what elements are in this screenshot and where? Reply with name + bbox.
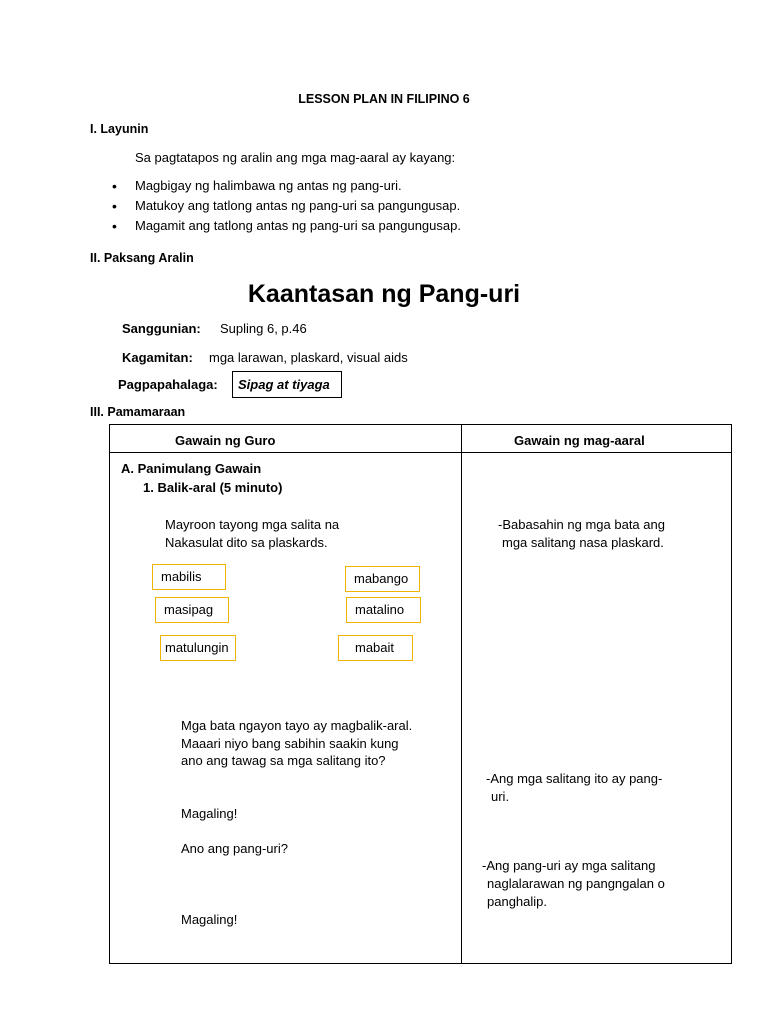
step-1-heading: 1. Balik-aral (5 minuto) bbox=[143, 480, 283, 495]
teacher-text: Magaling! bbox=[181, 912, 238, 927]
kagamitan-value: mga larawan, plaskard, visual aids bbox=[209, 350, 408, 365]
flashcard: mabango bbox=[345, 566, 420, 592]
section-heading-layunin: I. Layunin bbox=[90, 122, 149, 136]
table-header-divider bbox=[109, 452, 732, 453]
kagamitan-label: Kagamitan: bbox=[122, 350, 193, 365]
teacher-text: Nakasulat dito sa plaskards. bbox=[165, 535, 328, 550]
student-text: -Ang mga salitang ito ay pang- bbox=[486, 771, 663, 786]
student-text: uri. bbox=[491, 789, 510, 804]
table-column-divider bbox=[461, 424, 462, 964]
document-title: LESSON PLAN IN FILIPINO 6 bbox=[298, 92, 470, 106]
part-a-heading: A. Panimulang Gawain bbox=[121, 461, 262, 476]
lesson-topic: Kaantasan ng Pang-uri bbox=[247, 280, 521, 308]
flashcard: mabait bbox=[338, 635, 413, 661]
student-text: mga salitang nasa plaskard. bbox=[502, 535, 664, 550]
teacher-text: ano ang tawag sa mga salitang ito? bbox=[181, 753, 386, 768]
teacher-text: Mga bata ngayon tayo ay magbalik-aral. bbox=[181, 718, 413, 733]
objectives-list bbox=[112, 176, 461, 236]
student-text: -Ang pang-uri ay mga salitang bbox=[482, 858, 656, 873]
teacher-text: Magaling! bbox=[181, 806, 238, 821]
column-header-student: Gawain ng mag-aaral bbox=[514, 433, 645, 448]
sanggunian-label: Sanggunian: bbox=[122, 321, 201, 336]
objectives-intro: Sa pagtatapos ng aralin ang mga mag-aaral ay kayang: bbox=[135, 150, 456, 165]
list-item: • Magamit ang tatlong antas ng pang-uri sa pangungusap. bbox=[112, 216, 461, 236]
sanggunian-value: Supling 6, p.46 bbox=[220, 321, 307, 336]
section-heading-pamamaraan: III. Pamamaraan bbox=[90, 405, 186, 419]
pagpapahalaga-label: Pagpapahalaga: bbox=[118, 377, 218, 392]
pagpapahalaga-value-box: Sipag at tiyaga bbox=[232, 371, 342, 398]
section-heading-paksang-aralin: II. Paksang Aralin bbox=[90, 251, 194, 265]
flashcard: mabilis bbox=[152, 564, 226, 590]
flashcard: masipag bbox=[155, 597, 229, 623]
teacher-text: Maaari niyo bang sabihin saakin kung bbox=[181, 736, 399, 751]
teacher-text: Mayroon tayong mga salita na bbox=[165, 517, 340, 532]
teacher-text: Ano ang pang-uri? bbox=[181, 841, 288, 856]
student-text: panghalip. bbox=[487, 894, 547, 909]
student-text: -Babasahin ng mga bata ang bbox=[498, 517, 665, 532]
flashcard: matalino bbox=[346, 597, 421, 623]
student-text: naglalarawan ng pangngalan o bbox=[487, 876, 665, 891]
flashcard: matulungin bbox=[160, 635, 236, 661]
list-item: • Matukoy ang tatlong antas ng pang-uri sa pangungusap. bbox=[112, 196, 461, 216]
list-item: • Magbigay ng halimbawa ng antas ng pang-uri. bbox=[112, 176, 461, 196]
column-header-teacher: Gawain ng Guro bbox=[175, 433, 276, 448]
